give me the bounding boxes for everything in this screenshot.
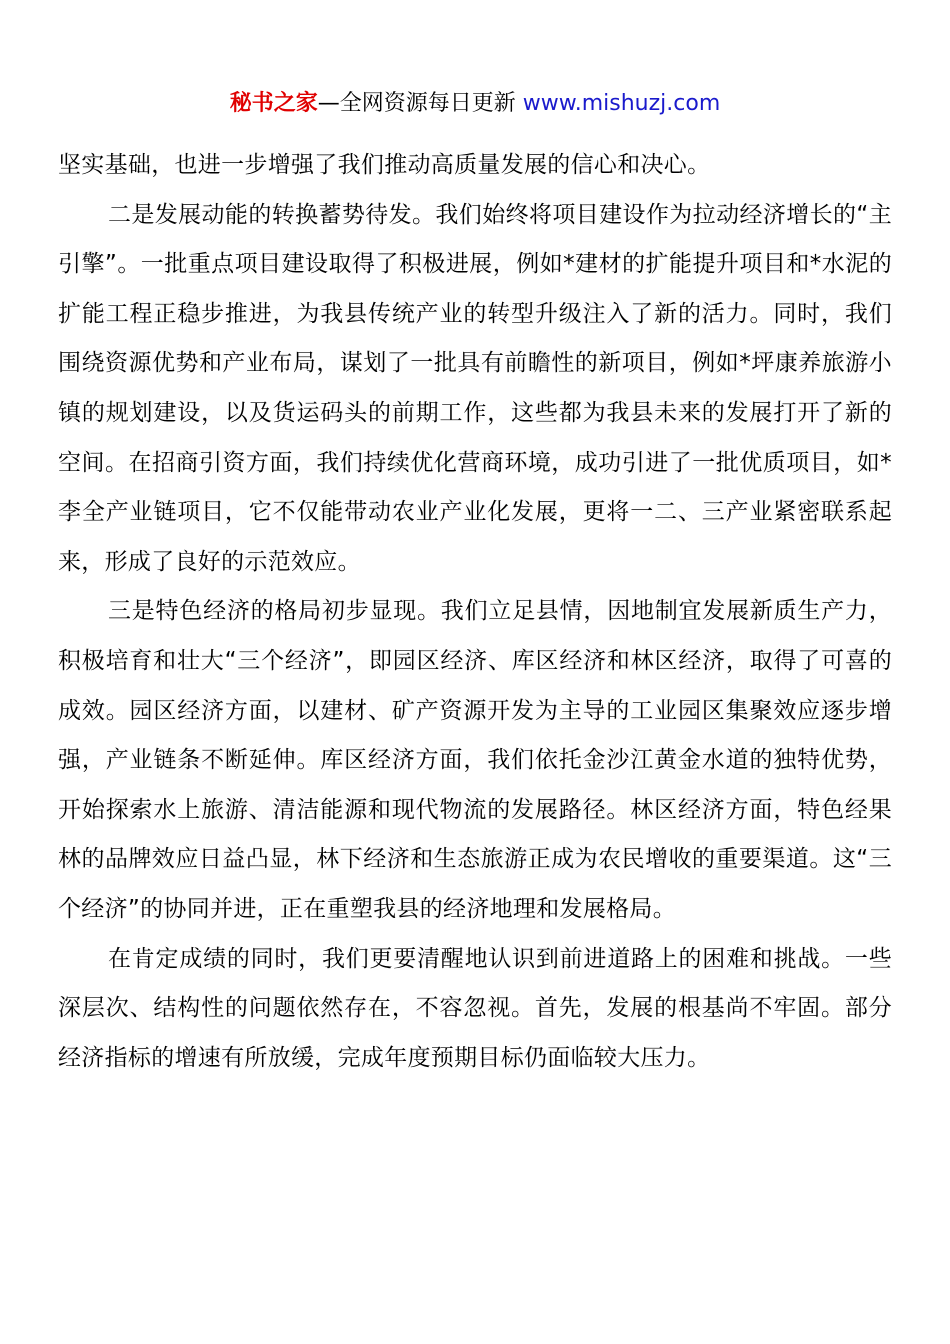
paragraph-continuation: 坚实基础，也进一步增强了我们推动高质量发展的信心和决心。 bbox=[58, 152, 711, 178]
site-header bbox=[0, 88, 950, 120]
site-url-link[interactable]: www.mishuzj.com bbox=[522, 91, 721, 116]
site-brand: 秘书之家 bbox=[229, 91, 318, 116]
paragraph-featured-economy: 三是特色经济的格局初步显现。我们立足县情，因地制宜发展新质生产力，积极培育和壮大“三个经济”，即园区经济、库区经济和林区经济，取得了可喜的成效。园区经济方面，以建材、矿产资源开发为主导的工业园区集聚效应逐步增强，产业链条不断延伸。库区经济方面，我们依托金沙江黄金水道的独特优势，开始探索水上旅游、清洁能源和现代物流的发展路径。林区经济方面，特色经果林的品牌效应日益凸显，林下经济和生态旅游正成为农民增收的重要渠道。这“三个经济”的协同并进，正在重塑我县的经济地理和发展格局。 bbox=[58, 598, 892, 922]
paragraph-challenges: 在肯定成绩的同时，我们更要清醒地认识到前进道路上的困难和挑战。一些深层次、结构性的问题依然存在，不容忽视。首先，发展的根基尚不牢固。部分经济指标的增速有所放缓，完成年度预期目标仍面临较大压力。 bbox=[58, 945, 892, 1071]
site-tagline: —全网资源每日更新 bbox=[317, 91, 516, 116]
document-body bbox=[58, 141, 892, 1083]
paragraph-development-momentum: 二是发展动能的转换蓄势待发。我们始终将项目建设作为拉动经济增长的“主引擎”。一批重点项目建设取得了积极进展，例如*建材的扩能提升项目和*水泥的扩能工程正稳步推进，为我县传统产业的转型升级注入了新的活力。同时，我们围绕资源优势和产业布局，谋划了一批具有前瞻性的新项目，例如*坪康养旅游小镇的规划建设，以及货运码头的前期工作，这些都为我县未来的发展打开了新的空间。在招商引资方面，我们持续优化营商环境，成功引进了一批优质项目，如*李全产业链项目，它不仅能带动农业产业化发展，更将一二、三产业紧密联系起来，形成了良好的示范效应。 bbox=[58, 201, 892, 575]
